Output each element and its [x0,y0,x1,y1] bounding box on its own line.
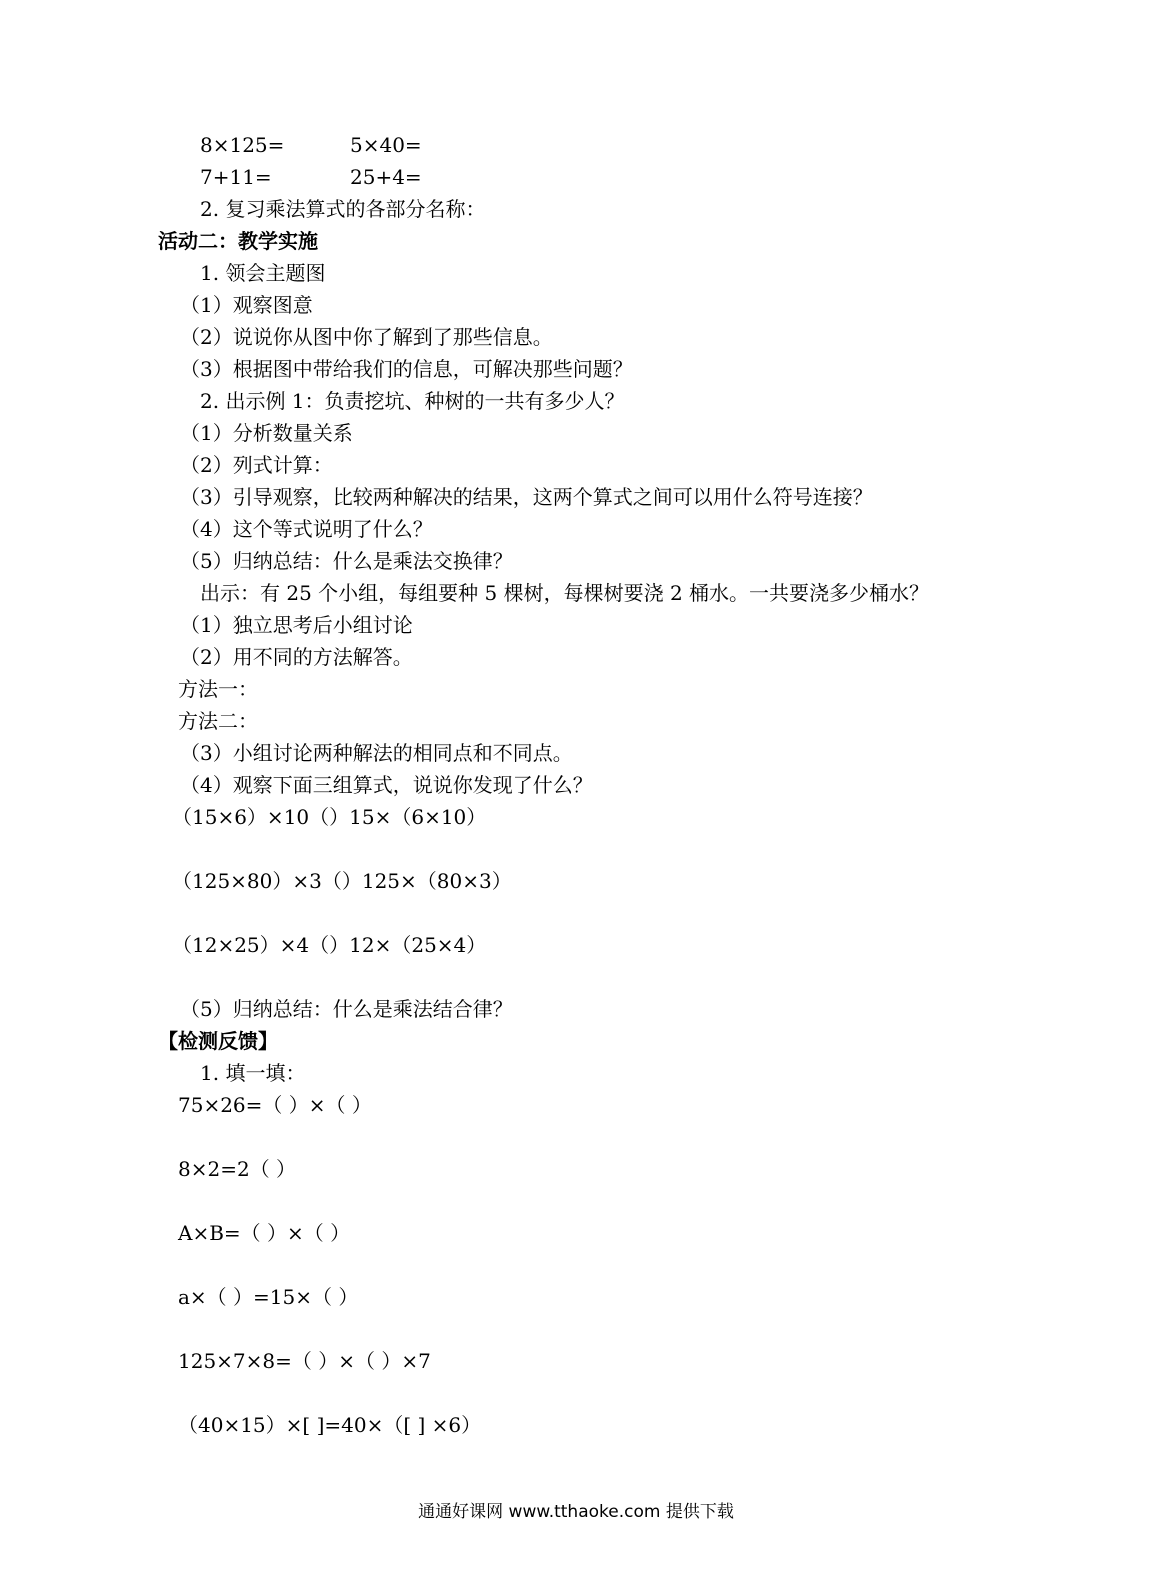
review-calc-row-1 [200,132,422,158]
calc-5x40: 5×40= [350,133,422,157]
example-q5: （5）归纳总结：什么是乘法结合律？ [180,997,513,1021]
example-q3: （3）小组讨论两种解法的相同点和不同点。 [180,741,573,765]
step-2-q1: （1）分析数量关系 [180,421,353,445]
expression-1: （15×6）×10（）15×（6×10） [172,805,487,829]
page-footer: 通通好课网 www.tthaoke.com 提供下载 [418,1502,734,1522]
method-1: 方法一： [178,677,258,701]
step-2-q4: （4）这个等式说明了什么？ [180,517,433,541]
step-2: 2. 出示例 1：负责挖坑、种树的一共有多少人？ [200,389,625,413]
review-item-2: 2. 复习乘法算式的各部分名称： [200,197,486,221]
expression-3: （12×25）×4（）12×（25×4） [172,933,487,957]
calc-8x125: 8×125= [200,133,285,157]
step-2-q5: （5）归纳总结：什么是乘法交换律？ [180,549,513,573]
method-2: 方法二： [178,709,258,733]
calc-25plus4: 25+4= [350,165,422,189]
fill-blank-5: 125×7×8=（ ）×（ ）×7 [178,1349,431,1373]
review-calc-row-2 [200,164,422,190]
fill-blank-4: a×（ ）=15×（ ） [178,1285,359,1309]
step-1-q2: （2）说说你从图中你了解到了那些信息。 [180,325,553,349]
feedback-heading: 【检测反馈】 [158,1029,278,1053]
step-2-q2: （2）列式计算： [180,453,333,477]
step-1-q1: （1）观察图意 [180,293,313,317]
example-q2: （2）用不同的方法解答。 [180,645,413,669]
expression-2: （125×80）×3（）125×（80×3） [172,869,512,893]
calc-7plus11: 7+11= [200,165,272,189]
fill-blank-2: 8×2=2（ ） [178,1157,297,1181]
example-q1: （1）独立思考后小组讨论 [180,613,413,637]
example-problem: 出示：有 25 个小组，每组要种 5 棵树，每棵树要浇 2 桶水。一共要浇多少桶水？ [200,581,930,605]
step-1: 1. 领会主题图 [200,261,326,285]
example-q4: （4）观察下面三组算式，说说你发现了什么？ [180,773,593,797]
step-2-q3: （3）引导观察，比较两种解决的结果，这两个算式之间可以用什么符号连接？ [180,485,873,509]
fill-blank-6: （40×15）×[ ]=40×（[ ] ×6） [178,1413,482,1437]
fill-blank-3: A×B=（ ）×（ ） [178,1221,351,1245]
fill-blank-1: 75×26=（ ）×（ ） [178,1093,372,1117]
activity2-heading: 活动二：教学实施 [158,229,318,253]
step-1-q3: （3）根据图中带给我们的信息，可解决那些问题？ [180,357,633,381]
feedback-item-1: 1. 填一填： [200,1061,306,1085]
